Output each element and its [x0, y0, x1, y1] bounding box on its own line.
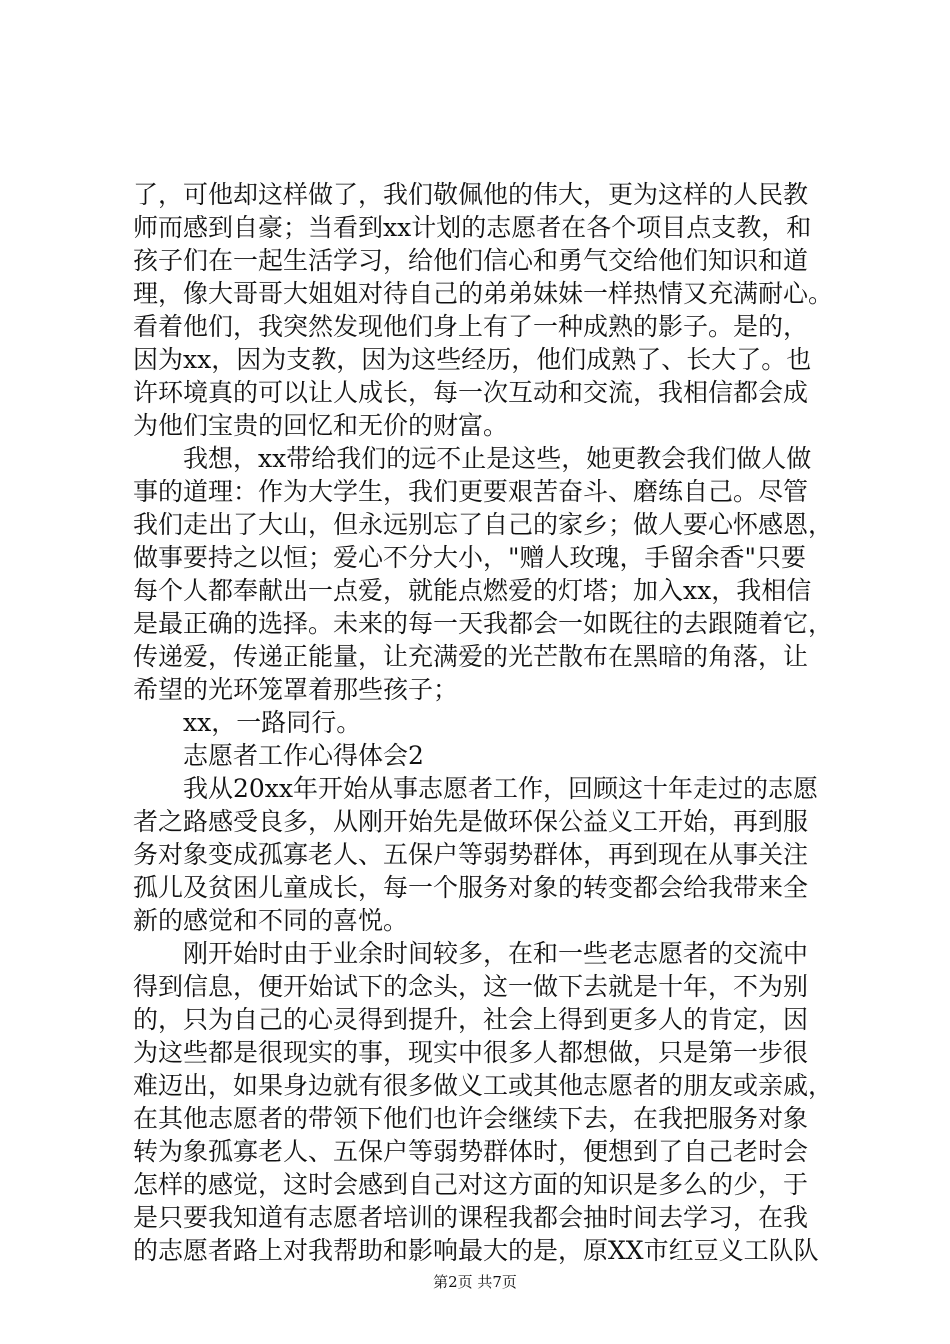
section-heading: 志愿者工作心得体会2 — [133, 741, 424, 770]
text-line: 了，可他却这样做了，我们敬佩他的伟大，更为这样的人民教 — [133, 180, 809, 209]
text-line: 事的道理：作为大学生，我们更要艰苦奋斗、磨练自己。尽管 — [133, 477, 809, 506]
text-line: 得到信息，便开始试下的念头，这一做下去就是十年，不为别 — [133, 972, 809, 1001]
text-line: 传递爱，传递正能量，让充满爱的光芒散布在黑暗的角落，让 — [133, 642, 809, 671]
text-line: 的，只为自己的心灵得到提升，社会上得到更多人的肯定，因 — [133, 1005, 809, 1034]
text-line: 新的感觉和不同的喜悦。 — [133, 906, 409, 935]
text-line: 孩子们在一起生活学习，给他们信心和勇气交给他们知识和道 — [133, 246, 809, 275]
text-line: 刚开始时由于业余时间较多，在和一些老志愿者的交流中 — [133, 939, 809, 968]
text-line: xx，一路同行。 — [133, 708, 362, 737]
text-line: 者之路感受良多，从刚开始先是做环保公益义工开始，再到服 — [133, 807, 809, 836]
text-line: 师而感到自豪；当看到xx计划的志愿者在各个项目点支教，和 — [133, 213, 812, 242]
text-line: 为这些都是很现实的事，现实中很多人都想做，只是第一步很 — [133, 1038, 809, 1067]
text-line: 怎样的感觉，这时会感到自己对这方面的知识是多么的少，于 — [133, 1170, 809, 1199]
text-line: 为他们宝贵的回忆和无价的财富。 — [133, 411, 509, 440]
page-number: 第2页 共7页 — [433, 1273, 517, 1291]
text-line: 的志愿者路上对我帮助和影响最大的是，原XX市红豆义工队队 — [133, 1236, 819, 1265]
text-line: 我想，xx带给我们的远不止是这些，她更教会我们做人做 — [133, 444, 812, 473]
text-line: 做事要持之以恒；爱心不分大小，"赠人玫瑰，手留余香"只要 — [133, 543, 807, 572]
text-line: 希望的光环笼罩着那些孩子； — [133, 675, 459, 704]
text-line: 因为xx，因为支教，因为这些经历，他们成熟了、长大了。也 — [133, 345, 812, 374]
text-line: 在其他志愿者的带领下他们也许会继续下去，在我把服务对象 — [133, 1104, 809, 1133]
text-line: 我们走出了大山，但永远别忘了自己的家乡；做人要心怀感恩， — [133, 510, 834, 539]
text-line: 难迈出，如果身边就有很多做义工或其他志愿者的朋友或亲戚， — [133, 1071, 834, 1100]
text-line: 看着他们，我突然发现他们身上有了一种成熟的影子。是的， — [133, 312, 809, 341]
text-line: 许环境真的可以让人成长，每一次互动和交流，我相信都会成 — [133, 378, 809, 407]
text-line: 转为象孤寡老人、五保户等弱势群体时，便想到了自己老时会 — [133, 1137, 809, 1166]
text-line: 每个人都奉献出一点爱，就能点燃爱的灯塔；加入xx，我相信 — [133, 576, 812, 605]
text-line: 我从20xx年开始从事志愿者工作，回顾这十年走过的志愿 — [133, 774, 819, 803]
text-line: 务对象变成孤寡老人、五保户等弱势群体，再到现在从事关注 — [133, 840, 809, 869]
text-line: 理，像大哥哥大姐姐对待自己的弟弟妹妹一样热情又充满耐心。 — [133, 279, 834, 308]
text-line: 是只要我知道有志愿者培训的课程我都会抽时间去学习，在我 — [133, 1203, 809, 1232]
text-line: 孤儿及贫困儿童成长，每一个服务对象的转变都会给我带来全 — [133, 873, 809, 902]
text-line: 是最正确的选择。未来的每一天我都会一如既往的去跟随着它， — [133, 609, 834, 638]
